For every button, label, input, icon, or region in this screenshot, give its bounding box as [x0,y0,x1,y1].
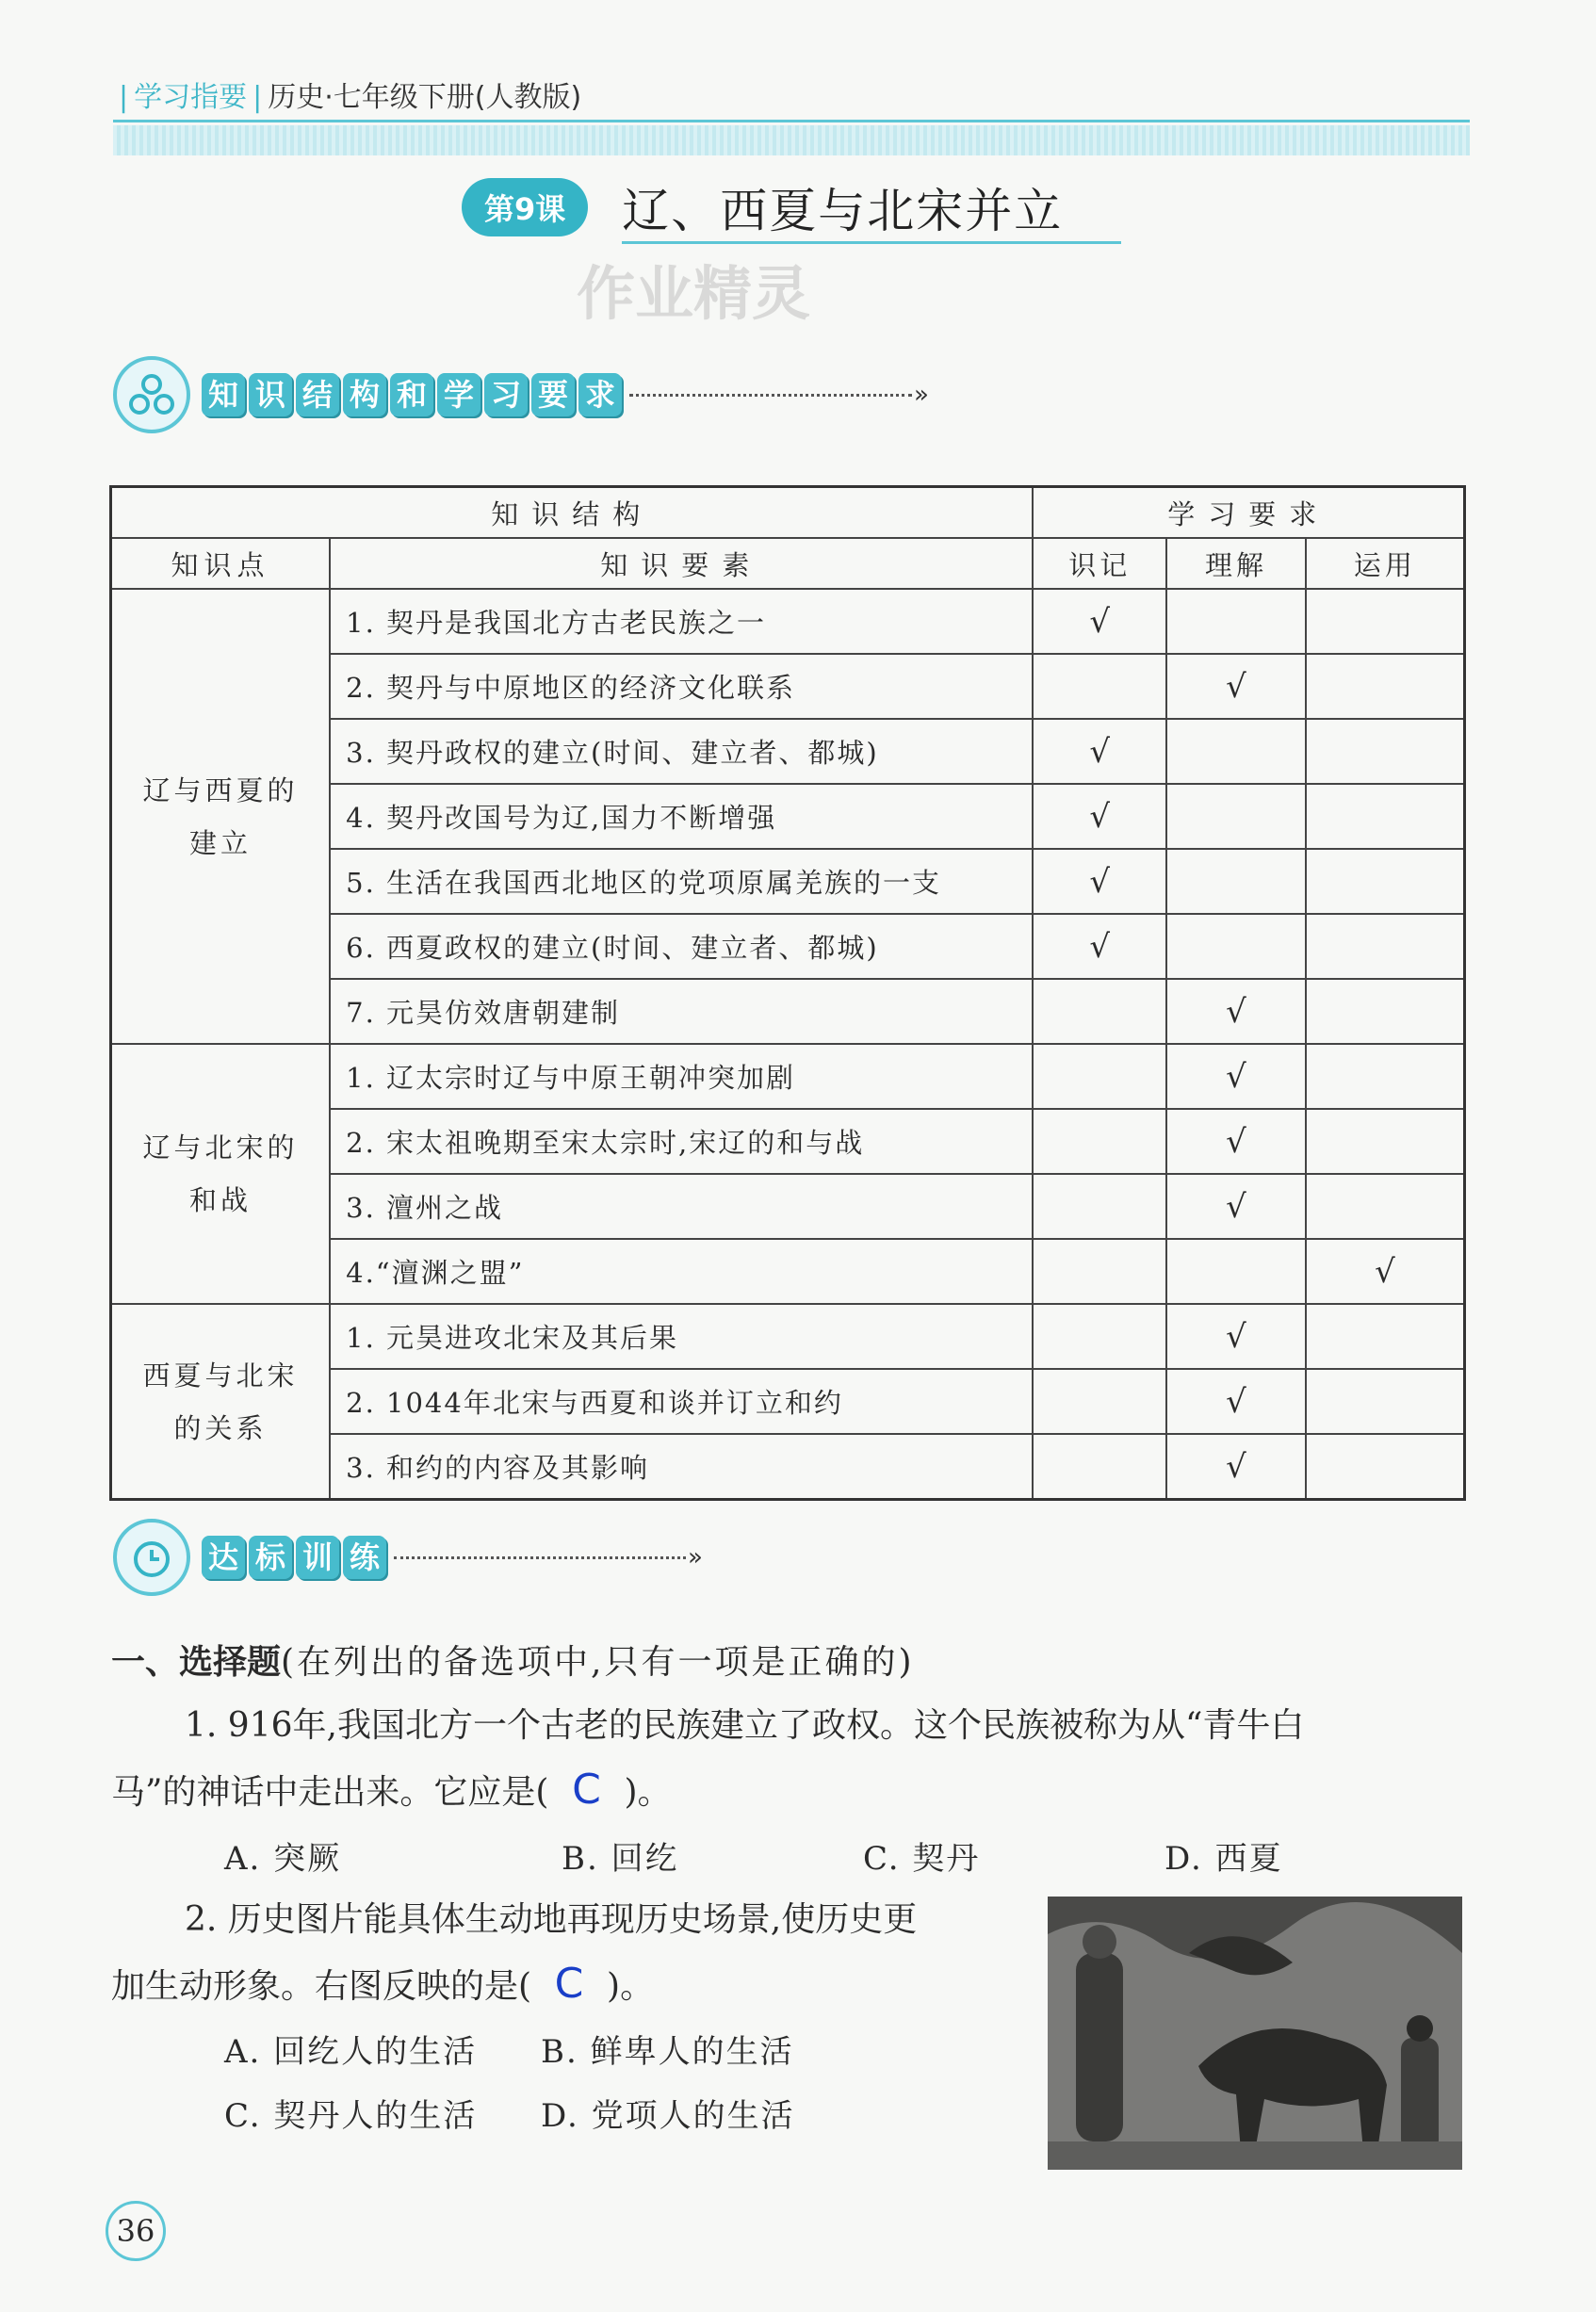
knowledge-element: 1. 契丹是我国北方古老民族之一 [330,589,1033,654]
section-knowledge-structure [113,356,929,433]
header-knowledge-element: 知识要素 [330,538,1033,589]
knowledge-element: 4.“澶渊之盟” [330,1239,1033,1304]
section2-char: 标 [249,1536,292,1579]
understand-cell: √ [1166,1304,1306,1369]
section1-char: 要 [531,373,575,416]
apply-cell [1306,654,1465,719]
section-practice [113,1519,703,1596]
knowledge-element: 1. 辽太宗时辽与中原王朝冲突加剧 [330,1044,1033,1109]
lesson-title: 辽、西夏与北宋并立 [622,184,1064,238]
book-title: 历史·七年级下册(人教版) [268,81,582,114]
answer-2: C [554,1960,584,2008]
understand-cell: √ [1166,1434,1306,1500]
q1-option-b: B. 回纥 [562,1840,679,1878]
part-title: 一、选择题 [111,1642,282,1682]
knowledge-element: 3. 契丹政权的建立(时间、建立者、都城) [330,719,1033,784]
section1-char: 求 [578,373,622,416]
part-note: (在列出的备选项中,只有一项是正确的) [281,1643,915,1682]
remember-cell [1033,654,1166,719]
section-title [202,1536,390,1579]
apply-cell [1306,1174,1465,1239]
understand-cell [1166,589,1306,654]
apply-cell [1306,1109,1465,1174]
remember-cell [1033,1434,1166,1500]
q2-option-b: B. 鲜卑人的生活 [541,2033,794,2071]
page-number: 36 [106,2201,166,2261]
understand-cell: √ [1166,979,1306,1044]
question-2-line-1: 2. 历史图片能具体生动地再现历史场景,使历史更 [185,1900,918,1939]
understand-cell [1166,719,1306,784]
question-1-line-2: 马”的神话中走出来。它应是( C )。 [111,1758,672,1825]
remember-cell [1033,1369,1166,1434]
header-understand: 理解 [1166,538,1306,589]
section1-char: 知 [202,373,245,416]
knowledge-element: 3. 澶州之战 [330,1174,1033,1239]
lesson-heading [462,174,1063,240]
lesson-badge: 第9课 [462,178,588,236]
topic-cell: 辽与北宋的和战 [111,1044,331,1304]
dotted-leader [394,1556,686,1559]
remember-cell: √ [1033,914,1166,979]
table-row [111,589,1465,654]
understand-cell [1166,784,1306,849]
apply-cell [1306,1369,1465,1434]
running-header: | 学习指要 | 历史·七年级下册(人教版) [119,81,582,114]
understand-cell: √ [1166,1369,1306,1434]
understand-cell [1166,914,1306,979]
header-learning-requirements: 学习要求 [1033,487,1464,539]
understand-cell [1166,1239,1306,1304]
q2-option-d: D. 党项人的生活 [541,2097,795,2135]
header-divider [113,120,1470,122]
apply-cell [1306,719,1465,784]
knowledge-element: 2. 宋太祖晚期至宋太宗时,宋辽的和与战 [330,1109,1033,1174]
historical-painting-image [1048,1897,1462,2170]
triangle-circles-icon [113,356,190,433]
knowledge-element: 5. 生活在我国西北地区的党项原属羌族的一支 [330,849,1033,914]
header-knowledge-point: 知识点 [111,538,331,589]
section1-char: 结 [296,373,339,416]
section-title [202,373,626,416]
understand-cell: √ [1166,1109,1306,1174]
question-2-line-2: 加生动形象。右图反映的是( C )。 [111,1952,654,2019]
understand-cell [1166,849,1306,914]
dotted-leader [629,394,912,397]
section2-char: 训 [296,1536,339,1579]
section1-char: 和 [390,373,433,416]
remember-cell: √ [1033,589,1166,654]
apply-cell [1306,1044,1465,1109]
table-row [111,1044,1465,1109]
section2-char: 练 [343,1536,386,1579]
remember-cell [1033,1109,1166,1174]
remember-cell: √ [1033,784,1166,849]
apply-cell [1306,1434,1465,1500]
section1-char: 构 [343,373,386,416]
remember-cell: √ [1033,849,1166,914]
q1-option-d: D. 西夏 [1164,1840,1283,1878]
apply-cell: √ [1306,1239,1465,1304]
remember-cell [1033,1044,1166,1109]
knowledge-element: 6. 西夏政权的建立(时间、建立者、都城) [330,914,1033,979]
section1-char: 识 [249,373,292,416]
section2-char: 达 [202,1536,245,1579]
knowledge-element: 2. 1044年北宋与西夏和谈并订立和约 [330,1369,1033,1434]
header-knowledge-structure: 知识结构 [111,487,1034,539]
knowledge-element: 4. 契丹改国号为辽,国力不断增强 [330,784,1033,849]
header-apply: 运用 [1306,538,1465,589]
understand-cell: √ [1166,1174,1306,1239]
table-row [111,1304,1465,1369]
section1-char: 学 [437,373,480,416]
knowledge-element: 7. 元昊仿效唐朝建制 [330,979,1033,1044]
remember-cell: √ [1033,719,1166,784]
q1-option-c: C. 契丹 [863,1840,981,1878]
alarm-clock-icon [113,1519,190,1596]
apply-cell [1306,1304,1465,1369]
knowledge-element: 1. 元昊进攻北宋及其后果 [330,1304,1033,1369]
apply-cell [1306,589,1465,654]
apply-cell [1306,849,1465,914]
answer-1: C [572,1766,601,1814]
q1-option-a: A. 突厥 [224,1840,342,1878]
apply-cell [1306,979,1465,1044]
q2-option-a: A. 回纥人的生活 [224,2033,478,2071]
remember-cell [1033,1304,1166,1369]
remember-cell [1033,1174,1166,1239]
part-heading [111,1630,915,1695]
remember-cell [1033,979,1166,1044]
remember-cell [1033,1239,1166,1304]
section1-char: 习 [484,373,528,416]
knowledge-table [109,485,1466,1501]
double-chevron-icon: » [688,1543,703,1571]
understand-cell: √ [1166,1044,1306,1109]
series-tag: 学习指要 [134,81,248,114]
knowledge-element: 2. 契丹与中原地区的经济文化联系 [330,654,1033,719]
q2-option-c: C. 契丹人的生活 [224,2097,478,2135]
question-1-line-1: 1. 916年,我国北方一个古老的民族建立了政权。这个民族被称为从“青牛白 [185,1706,1305,1745]
lesson-underline [622,241,1121,244]
watermark: 作业精灵 [577,259,811,328]
header-remember: 识记 [1033,538,1166,589]
header-band [113,125,1470,155]
understand-cell: √ [1166,654,1306,719]
knowledge-element: 3. 和约的内容及其影响 [330,1434,1033,1500]
apply-cell [1306,784,1465,849]
topic-cell: 辽与西夏的建立 [111,589,331,1044]
topic-cell: 西夏与北宋的关系 [111,1304,331,1500]
apply-cell [1306,914,1465,979]
double-chevron-icon: » [914,381,929,409]
